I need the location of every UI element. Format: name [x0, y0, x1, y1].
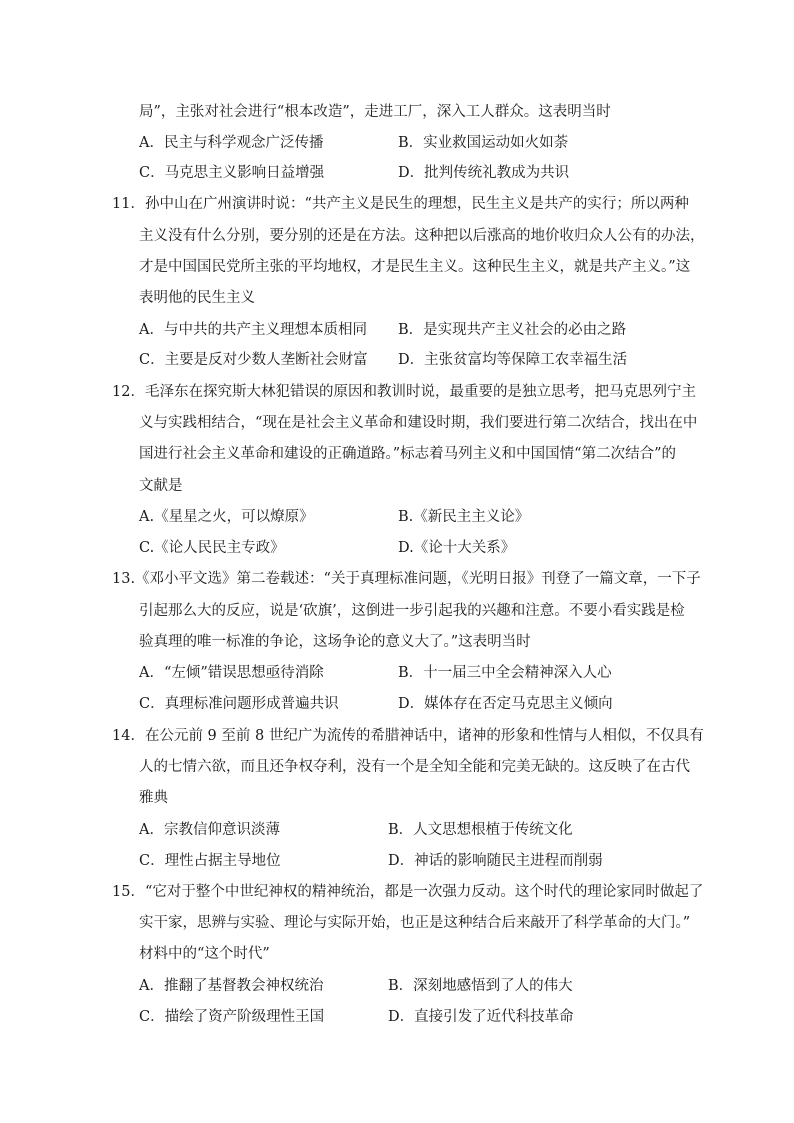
q14-option-a: A．宗教信仰意识淡薄 — [139, 822, 280, 838]
q15-stem-line-1: 15．“它对于整个中世纪神权的精神统治，都是一次强力反动。这个时代的理论家同时做起了 — [112, 884, 704, 900]
q11-stem-line-3: 才是中国国民党所主张的平均地权，才是民生主义。这种民生主义，就是共产主义。”这 — [139, 259, 691, 275]
q10-option-b: B．实业救国运动如火如荼 — [398, 135, 569, 151]
q12-option-c: C.《论人民民主专政》 — [139, 540, 285, 556]
q12-stem-line-4: 文献是 — [139, 478, 183, 494]
q14-option-d: D．神话的影响随民主进程而削弱 — [388, 853, 603, 869]
q12-stem-line-1: 12．毛泽东在探究斯大林犯错误的原因和教训时说，最重要的是独立思考，把马克思列宁主 — [112, 384, 696, 400]
q15-option-c: C．描绘了资产阶级理性王国 — [139, 1009, 325, 1025]
q15-option-b: B．深刻地感悟到了人的伟大 — [388, 978, 573, 994]
q14-stem-line-2: 人的七情六欲，而且还争权夺利，没有一个是全知全能和完美无缺的。这反映了在古代 — [139, 759, 690, 775]
q11-option-c: C．主要是反对少数人垄断社会财富 — [139, 352, 368, 368]
q15-option-a: A．推翻了基督教会神权统治 — [139, 978, 324, 994]
q11-option-a: A．与中共的共产主义理想本质相同 — [139, 322, 367, 338]
q15-stem-line-3: 材料中的“这个时代” — [139, 946, 270, 962]
q15-option-d: D．直接引发了近代科技革命 — [388, 1009, 574, 1025]
q14-option-c: C．理性占据主导地位 — [139, 853, 281, 869]
q13-stem-line-3: 验真理的唯一标准的争论，这场争论的意义大了。”这表明当时 — [139, 634, 531, 650]
q10-option-d: D．批判传统礼教成为共识 — [398, 165, 570, 181]
q12-stem-line-2: 义与实践相结合，“现在是社会主义革命和建设时期，我们要进行第二次结合，找出在中 — [139, 415, 698, 431]
q14-stem-line-1: 14．在公元前 9 至前 8 世纪广为流传的希腊神话中，诸神的形象和性情与人相似，不仅具有 — [112, 728, 704, 744]
q11-option-d: D．主张贫富均等保障工农幸福生活 — [398, 352, 628, 368]
q10-option-c: C．马克思主义影响日益增强 — [139, 165, 325, 181]
q13-option-a: A．“左倾”错误思想亟待消除 — [139, 665, 324, 681]
q12-option-b: B.《新民主主义论》 — [398, 509, 530, 525]
q10-stem-line: 局”，主张对社会进行“根本改造”，走进工厂，深入工人群众。这表明当时 — [139, 104, 611, 120]
q14-stem-line-3: 雅典 — [139, 790, 168, 806]
q14-option-b: B．人文思想根植于传统文化 — [388, 822, 573, 838]
q15-stem-line-2: 实干家，思辨与实验、理论与实际开始，也正是这种结合后来敲开了科学革命的大门。” — [139, 915, 691, 931]
q12-option-d: D.《论十大关系》 — [398, 540, 516, 556]
q11-stem-line-1: 11．孙中山在广州演讲时说：“共产主义是民生的理想，民生主义是共产的实行；所以两种 — [112, 196, 689, 212]
q12-option-a: A.《星星之火，可以燎原》 — [139, 509, 314, 525]
q11-option-b: B．是实现共产主义社会的必由之路 — [398, 322, 627, 338]
q11-stem-line-4: 表明他的民生主义 — [139, 290, 255, 306]
q12-stem-line-3: 国进行社会主义革命和建设的正确道路。”标志着马列主义和中国国情“第二次结合”的 — [139, 446, 676, 462]
q11-stem-line-2: 主义没有什么分别，要分别的还是在方法。这种把以后涨高的地价收归众人公有的办法， — [139, 228, 705, 244]
q13-option-b: B．十一届三中全会精神深入人心 — [398, 665, 612, 681]
q13-option-c: C．真理标准问题形成普遍共识 — [139, 696, 339, 712]
q10-option-a: A．民主与科学观念广泛传播 — [139, 135, 324, 151]
q13-stem-line-1: 13.《邓小平文选》第二卷载述：“关于真理标准问题，《光明日报》刊登了一篇文章，一下子 — [112, 571, 701, 587]
q13-option-d: D．媒体存在否定马克思主义倾向 — [398, 696, 613, 712]
q13-stem-line-2: 引起那么大的反应，说是‘砍旗’，这倒进一步引起我的兴趣和注意。不要小看实践是检 — [139, 603, 685, 619]
